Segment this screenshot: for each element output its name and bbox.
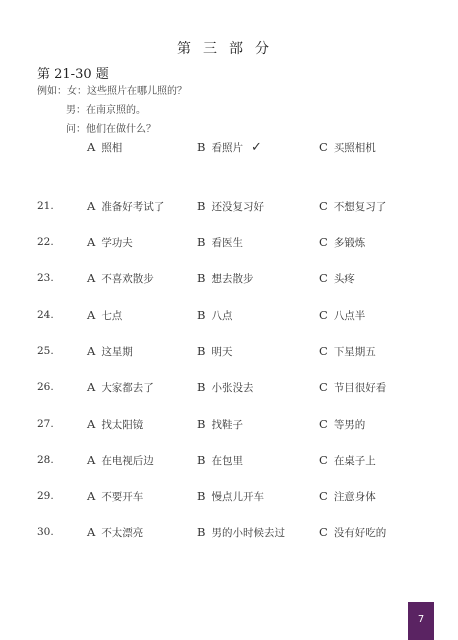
question-row bbox=[0, 486, 458, 506]
question-number: 29. bbox=[37, 490, 54, 502]
question-row bbox=[0, 377, 458, 397]
option-letter: B bbox=[197, 489, 206, 503]
option-letter: C bbox=[319, 525, 328, 539]
example-line-3: 问：他们在做什么？ bbox=[66, 124, 156, 135]
question-row bbox=[0, 232, 458, 252]
option-letter: A bbox=[87, 380, 96, 394]
option-b bbox=[197, 232, 243, 253]
option-text: 注意身体 bbox=[333, 491, 376, 503]
option-c bbox=[319, 377, 386, 398]
option-letter: B bbox=[197, 140, 206, 154]
option-text: 八点半 bbox=[333, 310, 366, 322]
option-letter: A bbox=[87, 417, 96, 431]
option-text: 不喜欢散步 bbox=[101, 273, 154, 285]
option-c bbox=[319, 414, 365, 435]
option-text: 这星期 bbox=[101, 346, 133, 358]
option-a bbox=[87, 450, 154, 471]
option-letter: B bbox=[197, 235, 206, 249]
option-letter: B bbox=[197, 199, 206, 213]
option-text: 想去散步 bbox=[211, 273, 254, 285]
example-block bbox=[37, 82, 187, 139]
example-line-2: 男：在南京照的。 bbox=[66, 105, 146, 116]
option-c bbox=[319, 305, 365, 326]
option-c bbox=[319, 522, 386, 543]
option-b bbox=[197, 486, 264, 507]
option-text: 准备好考试了 bbox=[101, 201, 165, 213]
question-number: 25. bbox=[37, 345, 54, 357]
example-option-a bbox=[87, 137, 122, 158]
option-text: 在电视后边 bbox=[101, 455, 154, 467]
option-b bbox=[197, 522, 285, 543]
option-letter: B bbox=[197, 417, 206, 431]
option-text: 不要开车 bbox=[101, 491, 144, 503]
checkmark-icon: ✓ bbox=[250, 140, 262, 155]
option-letter: A bbox=[87, 489, 96, 503]
option-a bbox=[87, 377, 154, 398]
question-row bbox=[0, 268, 458, 288]
option-letter: C bbox=[319, 140, 328, 154]
question-number: 23. bbox=[37, 272, 54, 284]
option-text: 七点 bbox=[101, 310, 123, 322]
option-letter: B bbox=[197, 308, 206, 322]
option-letter: B bbox=[197, 344, 206, 358]
option-c bbox=[319, 196, 386, 217]
option-a bbox=[87, 305, 122, 326]
option-letter: A bbox=[87, 140, 96, 154]
option-letter: C bbox=[319, 417, 328, 431]
option-letter: B bbox=[197, 380, 206, 394]
question-row bbox=[0, 196, 458, 216]
section-range: 第 21-30 题 bbox=[37, 67, 109, 82]
option-a bbox=[87, 486, 143, 507]
example-line-1: 例如：女：这些照片在哪儿照的？ bbox=[37, 86, 187, 97]
option-c bbox=[319, 450, 376, 471]
option-text: 在包里 bbox=[211, 455, 243, 467]
question-row bbox=[0, 414, 458, 434]
part-title: 第三部分 bbox=[177, 41, 281, 57]
option-text: 男的小时候去过 bbox=[211, 527, 285, 539]
option-text: 看医生 bbox=[211, 237, 243, 249]
option-b bbox=[197, 414, 243, 435]
option-b bbox=[197, 341, 232, 362]
option-letter: A bbox=[87, 235, 96, 249]
page-number-badge: 7 bbox=[408, 602, 434, 640]
option-letter: C bbox=[319, 271, 328, 285]
option-text: 看照片 bbox=[211, 142, 243, 154]
option-letter: C bbox=[319, 489, 328, 503]
option-text: 小张没去 bbox=[211, 382, 254, 394]
question-number: 22. bbox=[37, 236, 54, 248]
option-letter: A bbox=[87, 271, 96, 285]
question-number: 27. bbox=[37, 418, 54, 430]
option-a bbox=[87, 522, 143, 543]
question-number: 24. bbox=[37, 309, 54, 321]
option-text: 节目很好看 bbox=[333, 382, 387, 394]
option-text: 八点 bbox=[211, 310, 233, 322]
option-text: 找太阳镜 bbox=[101, 419, 144, 431]
option-text: 多锻炼 bbox=[333, 237, 366, 249]
question-number: 30. bbox=[37, 526, 54, 538]
option-letter: A bbox=[87, 453, 96, 467]
option-c bbox=[319, 486, 376, 507]
option-letter: C bbox=[319, 344, 328, 358]
question-row bbox=[0, 305, 458, 325]
question-row bbox=[0, 341, 458, 361]
option-letter: C bbox=[319, 308, 328, 322]
option-c bbox=[319, 268, 355, 289]
option-text: 在桌子上 bbox=[333, 455, 376, 467]
option-c bbox=[319, 341, 376, 362]
option-text: 照相 bbox=[101, 142, 123, 154]
option-letter: C bbox=[319, 380, 328, 394]
question-row bbox=[0, 450, 458, 470]
option-letter: B bbox=[197, 525, 206, 539]
option-b bbox=[197, 377, 253, 398]
option-b bbox=[197, 305, 232, 326]
option-text: 还没复习好 bbox=[211, 201, 264, 213]
option-text: 不想复习了 bbox=[333, 201, 387, 213]
option-text: 大家都去了 bbox=[101, 382, 154, 394]
option-a bbox=[87, 232, 133, 253]
option-text: 下星期五 bbox=[333, 346, 376, 358]
option-text: 买照相机 bbox=[333, 142, 376, 154]
option-letter: A bbox=[87, 308, 96, 322]
option-letter: B bbox=[197, 271, 206, 285]
option-letter: C bbox=[319, 199, 328, 213]
option-text: 找鞋子 bbox=[211, 419, 243, 431]
question-row bbox=[0, 522, 458, 542]
example-options-row bbox=[0, 137, 458, 157]
option-text: 慢点儿开车 bbox=[211, 491, 264, 503]
option-b bbox=[197, 268, 253, 289]
example-option-c bbox=[319, 137, 376, 158]
question-number: 26. bbox=[37, 381, 54, 393]
option-letter: B bbox=[197, 453, 206, 467]
option-text: 等男的 bbox=[333, 419, 366, 431]
option-text: 头疼 bbox=[333, 273, 355, 285]
option-b bbox=[197, 450, 243, 471]
option-b bbox=[197, 196, 264, 217]
option-c bbox=[319, 232, 365, 253]
option-text: 明天 bbox=[211, 346, 233, 358]
option-letter: A bbox=[87, 525, 96, 539]
option-a bbox=[87, 414, 143, 435]
option-text: 学功夫 bbox=[101, 237, 133, 249]
option-a bbox=[87, 341, 133, 362]
option-letter: A bbox=[87, 344, 96, 358]
option-letter: C bbox=[319, 235, 328, 249]
option-letter: A bbox=[87, 199, 96, 213]
option-text: 不太漂亮 bbox=[101, 527, 144, 539]
example-option-b bbox=[197, 137, 262, 158]
question-number: 21. bbox=[37, 200, 54, 212]
option-letter: C bbox=[319, 453, 328, 467]
question-number: 28. bbox=[37, 454, 54, 466]
option-text: 没有好吃的 bbox=[333, 527, 387, 539]
option-a bbox=[87, 268, 154, 289]
option-a bbox=[87, 196, 164, 217]
